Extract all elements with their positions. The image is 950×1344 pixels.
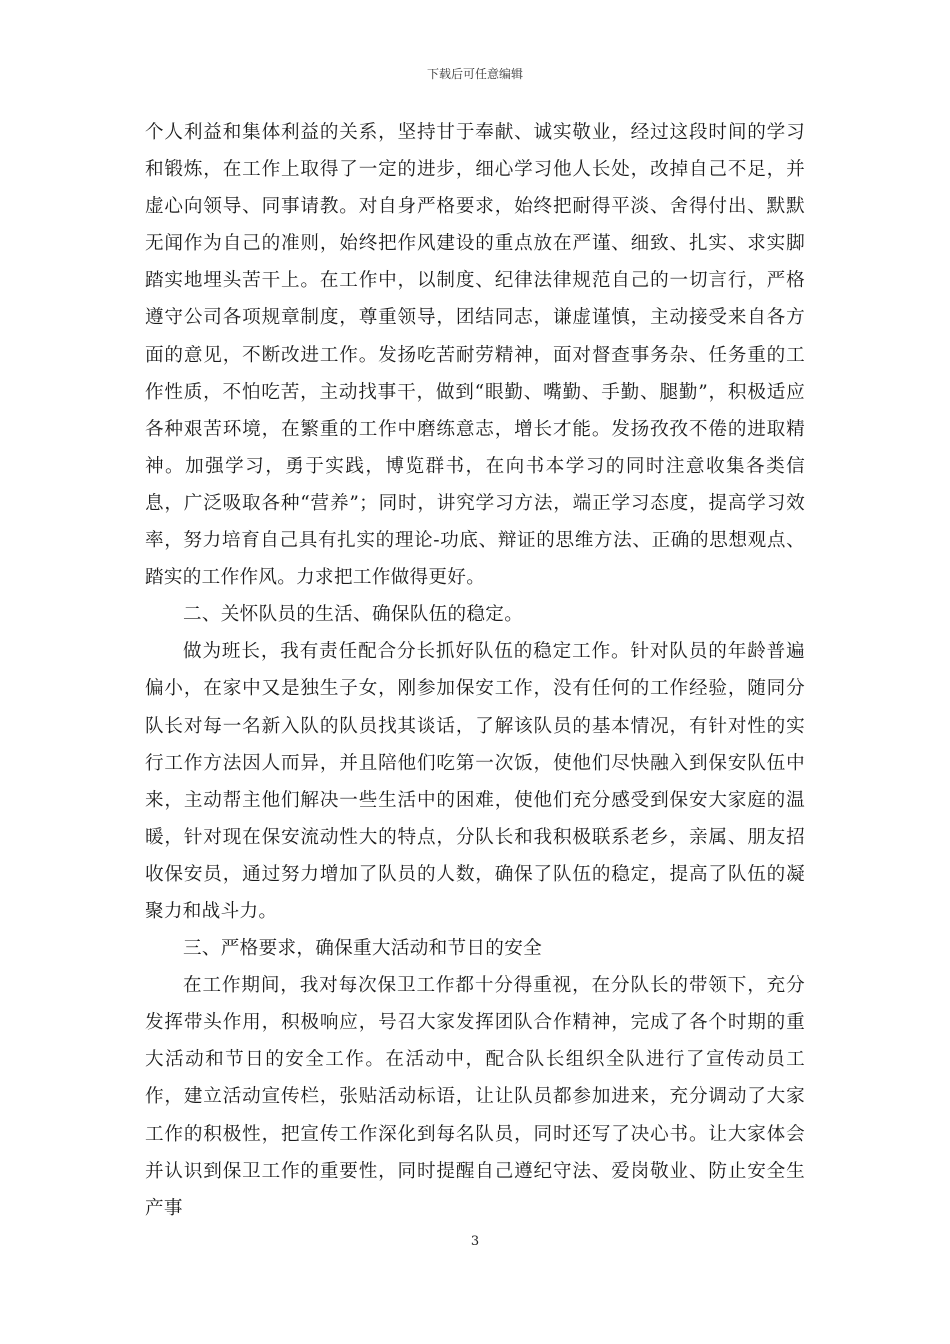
page-number: 3 — [470, 1234, 480, 1249]
paragraph-continuation: 个人利益和集体利益的关系，坚持甘于奉献、诚实敬业，经过这段时间的学习和锻炼，在工作上取得了一定的进步，细心学习他人长处，改掉自己不足，并虚心向领导、同事请教。对自身严格要求，始终把耐得平淡、舍得付出、默默无闻作为自己的准则，始终把作风建设的重点放在严谨、细致、扎实、求实脚踏实地埋头苦干上。在工作中，以制度、纪律法律规范自己的一切言行，严格遵守公司各项规章制度，尊重领导，团结同志，谦虚谨慎，主动接受来自各方面的意见，不断改进工作。发扬吃苦耐劳精神，面对督查事务杂、任务重的工作性质，不怕吃苦，主动找事干，做到“眼勤、嘴勤、手勤、腿勤”，积极适应各种艰苦环境，在繁重的工作中磨练意志，增长才能。发扬孜孜不倦的进取精神。加强学习，勇于实践，博览群书，在向书本学习的同时注意收集各类信息，广泛吸取各种“营养”；同时，讲究学习方法，端正学习态度，提高学习效率，努力培育自己具有扎实的理论-功底、辩证的思维方法、正确的思想观点、踏实的工作作风。力求把工作做得更好。 — [145, 122, 805, 589]
paragraph-team-stability: 做为班长，我有责任配合分长抓好队伍的稳定工作。针对队员的年龄普遍偏小，在家中又是独生子女，刚参加保安工作，没有任何的工作经验，随同分队长对每一名新入队的队员找其谈话，了解该队员的基本情况，有针对性的实行工作方法因人而异，并且陪他们吃第一次饭，使他们尽快融入到保安队伍中来，主动帮主他们解决一些生活中的困难，使他们充分感受到保安大家庭的温暖，针对现在保安流动性大的特点，分队长和我积极联系老乡，亲属、朋友招收保安员，通过努力增加了队员的人数，确保了队伍的稳定，提高了队伍的凝聚力和战斗力。 — [145, 641, 805, 922]
page-header — [0, 66, 950, 82]
header-text: 下载后可任意编辑 — [426, 67, 523, 81]
page-footer — [0, 1234, 950, 1250]
section-heading-2: 二、关怀队员的生活、确保队伍的稳定。 — [183, 604, 524, 626]
paragraph-event-security: 在工作期间，我对每次保卫工作都十分得重视，在分队长的带领下，充分发挥带头作用，积极响应，号召大家发挥团队合作精神，完成了各个时期的重大活动和节日的安全工作。在活动中，配合队长组织全队进行了宣传动员工作，建立活动宣传栏，张贴活动标语，让让队员都参加进来，充分调动了大家工作的积极性，把宣传工作深化到每名队员，同时还写了决心书。让大家体会并认识到保卫工作的重要性，同时提醒自己遵纪守法、爱岗敬业、防止安全生产事 — [145, 975, 805, 1219]
document-body — [145, 114, 805, 1227]
section-heading-3: 三、严格要求，确保重大活动和节日的安全 — [183, 938, 542, 960]
